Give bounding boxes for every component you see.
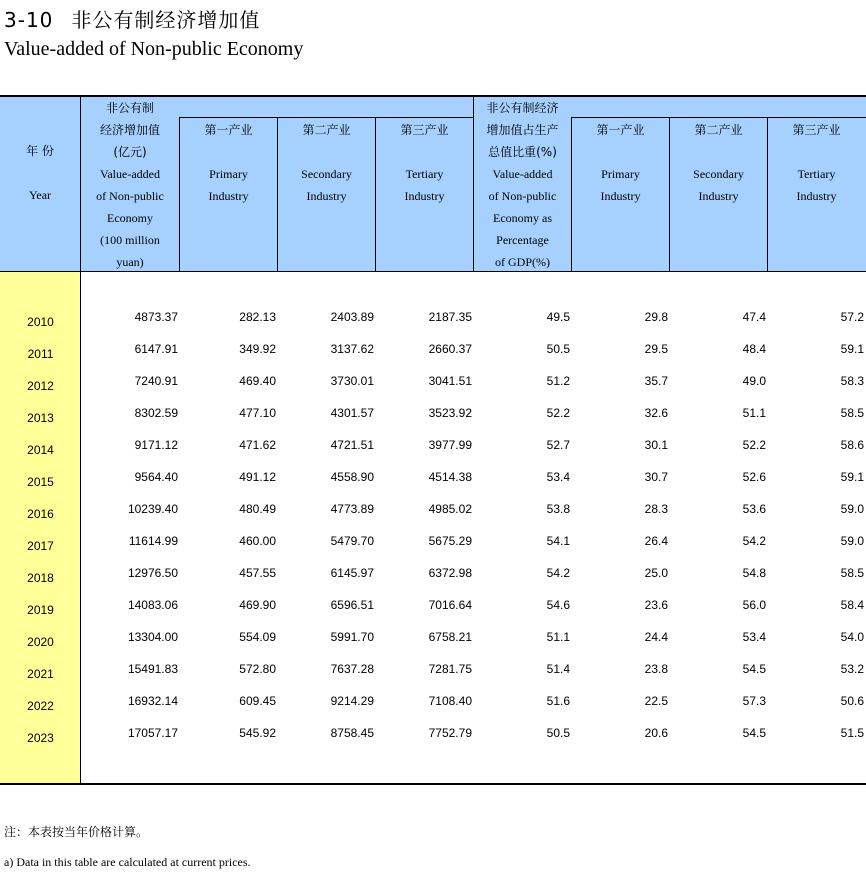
page-title-en: Value-added of Non-public Economy <box>4 38 304 60</box>
value-cell: 460.00 <box>239 534 276 548</box>
value-cell: 23.8 <box>644 662 668 676</box>
value-cell: 4985.02 <box>428 502 472 516</box>
value-cell: 3977.99 <box>428 438 472 452</box>
value-cell: 349.92 <box>239 342 276 356</box>
year-cell: 2013 <box>27 411 54 425</box>
value-cell: 2403.89 <box>330 310 374 324</box>
value-cell: 54.5 <box>742 662 766 676</box>
header-subrule <box>571 117 866 118</box>
value-cell: 25.0 <box>644 566 668 580</box>
value-cell: 4558.90 <box>330 470 374 484</box>
value-cell: 58.4 <box>840 598 864 612</box>
value-cell: 4514.38 <box>428 470 472 484</box>
header-tertiary-1: 第三产业 Tertiary Industry <box>400 123 449 203</box>
value-cell: 51.6 <box>546 694 570 708</box>
value-cell: 3137.62 <box>330 342 374 356</box>
value-cell: 9564.40 <box>134 470 178 484</box>
value-cell: 8302.59 <box>134 406 178 420</box>
value-cell: 469.40 <box>239 374 276 388</box>
value-cell: 59.1 <box>840 470 864 484</box>
table-row <box>0 434 866 466</box>
value-cell: 15491.83 <box>127 662 178 676</box>
value-cell: 51.1 <box>742 406 766 420</box>
value-cell: 57.2 <box>840 310 864 324</box>
table-row <box>0 498 866 530</box>
value-cell: 26.4 <box>644 534 668 548</box>
value-cell: 457.55 <box>239 566 276 580</box>
value-cell: 7108.40 <box>428 694 472 708</box>
value-cell: 48.4 <box>742 342 766 356</box>
value-cell: 4773.89 <box>330 502 374 516</box>
year-cell: 2020 <box>27 635 54 649</box>
value-cell: 51.4 <box>546 662 570 676</box>
value-cell: 11614.99 <box>128 534 178 548</box>
page-title-cn: 3-10 非公有制经济增加值 <box>4 8 261 32</box>
value-cell: 5675.29 <box>428 534 472 548</box>
year-cell: 2011 <box>27 347 54 361</box>
value-cell: 54.6 <box>546 598 570 612</box>
value-cell: 51.1 <box>546 630 570 644</box>
year-cell: 2015 <box>27 475 54 489</box>
value-cell: 53.8 <box>546 502 570 516</box>
value-cell: 52.2 <box>546 406 570 420</box>
value-cell: 54.8 <box>742 566 766 580</box>
table-bottom-rule <box>0 783 866 785</box>
value-cell: 9214.29 <box>330 694 374 708</box>
value-cell: 53.4 <box>742 630 766 644</box>
header-tertiary-2: 第三产业 Tertiary Industry <box>792 123 841 203</box>
table-row <box>0 338 866 370</box>
value-cell: 22.5 <box>644 694 668 708</box>
value-cell: 59.0 <box>840 502 864 516</box>
header-primary-1: 第一产业 Primary Industry <box>204 123 253 203</box>
value-cell: 47.4 <box>742 310 766 324</box>
value-cell: 52.6 <box>742 470 766 484</box>
table-row <box>0 370 866 402</box>
value-cell: 54.5 <box>742 726 766 740</box>
value-cell: 58.5 <box>840 406 864 420</box>
value-cell: 572.80 <box>239 662 276 676</box>
year-cell: 2014 <box>27 443 54 457</box>
value-cell: 16932.14 <box>127 694 178 708</box>
value-cell: 50.5 <box>546 342 570 356</box>
value-cell: 2660.37 <box>428 342 472 356</box>
year-cell: 2018 <box>27 571 54 585</box>
value-cell: 7281.75 <box>428 662 472 676</box>
table-row <box>0 562 866 594</box>
table-row <box>0 594 866 626</box>
value-cell: 6758.21 <box>428 630 472 644</box>
value-cell: 51.5 <box>840 726 864 740</box>
value-cell: 58.6 <box>840 438 864 452</box>
value-cell: 51.2 <box>546 374 570 388</box>
value-cell: 554.09 <box>239 630 276 644</box>
value-cell: 469.90 <box>239 598 276 612</box>
value-cell: 480.49 <box>239 502 276 516</box>
value-cell: 29.8 <box>644 310 668 324</box>
value-cell: 50.5 <box>546 726 570 740</box>
value-cell: 545.92 <box>239 726 276 740</box>
header-value-added: 非公有制 经济增加值 (亿元) Value-added of Non-public Economy (100 million yuan) <box>96 101 164 269</box>
value-cell: 53.4 <box>546 470 570 484</box>
value-cell: 54.1 <box>546 534 570 548</box>
value-cell: 6147.91 <box>134 342 178 356</box>
value-cell: 491.12 <box>239 470 276 484</box>
value-cell: 52.7 <box>546 438 570 452</box>
value-cell: 49.5 <box>546 310 570 324</box>
value-cell: 59.1 <box>840 342 864 356</box>
value-cell: 29.5 <box>644 342 668 356</box>
table-row <box>0 530 866 562</box>
year-cell: 2017 <box>27 539 54 553</box>
value-cell: 3523.92 <box>428 406 472 420</box>
header-subrule <box>179 117 473 118</box>
value-cell: 54.2 <box>546 566 570 580</box>
value-cell: 3730.01 <box>330 374 374 388</box>
value-cell: 53.2 <box>840 662 864 676</box>
value-cell: 30.7 <box>644 470 668 484</box>
value-cell: 49.0 <box>742 374 766 388</box>
value-cell: 9171.12 <box>134 438 178 452</box>
value-cell: 53.6 <box>742 502 766 516</box>
year-cell: 2019 <box>27 603 54 617</box>
value-cell: 50.6 <box>840 694 864 708</box>
value-cell: 7016.64 <box>428 598 472 612</box>
value-cell: 28.3 <box>644 502 668 516</box>
header-secondary-1: 第二产业 Secondary Industry <box>301 123 352 203</box>
value-cell: 10239.40 <box>127 502 178 516</box>
value-cell: 17057.17 <box>127 726 178 740</box>
value-cell: 30.1 <box>644 438 668 452</box>
value-cell: 23.6 <box>644 598 668 612</box>
value-cell: 58.3 <box>840 374 864 388</box>
table-row <box>0 658 866 690</box>
year-cell: 2021 <box>27 667 54 681</box>
value-cell: 24.4 <box>644 630 668 644</box>
table-row <box>0 306 866 338</box>
value-cell: 4301.57 <box>330 406 374 420</box>
value-cell: 6372.98 <box>428 566 472 580</box>
table-row <box>0 722 866 754</box>
value-cell: 20.6 <box>644 726 668 740</box>
value-cell: 4721.51 <box>330 438 374 452</box>
value-cell: 52.2 <box>742 438 766 452</box>
value-cell: 8758.45 <box>330 726 374 740</box>
table-row <box>0 402 866 434</box>
header-percentage: 非公有制经济 增加值占生产 总值比重(%) Value-added of Non-public Economy as Percentage of GDP(%) <box>486 101 559 269</box>
value-cell: 7240.91 <box>134 374 178 388</box>
value-cell: 13304.00 <box>127 630 178 644</box>
table-row <box>0 690 866 722</box>
value-cell: 6145.97 <box>330 566 374 580</box>
value-cell: 5991.70 <box>330 630 374 644</box>
value-cell: 32.6 <box>644 406 668 420</box>
value-cell: 282.13 <box>239 310 276 324</box>
value-cell: 6596.51 <box>330 598 374 612</box>
value-cell: 5479.70 <box>330 534 374 548</box>
value-cell: 477.10 <box>239 406 276 420</box>
value-cell: 14083.06 <box>127 598 178 612</box>
note-en: a) Data in this table are calculated at current prices. <box>4 855 251 869</box>
value-cell: 54.0 <box>840 630 864 644</box>
value-cell: 56.0 <box>742 598 766 612</box>
value-cell: 609.45 <box>239 694 276 708</box>
year-cell: 2012 <box>27 379 54 393</box>
year-cell: 2010 <box>27 315 54 329</box>
value-cell: 7752.79 <box>428 726 472 740</box>
value-cell: 7637.28 <box>330 662 374 676</box>
value-cell: 3041.51 <box>428 374 472 388</box>
value-cell: 471.62 <box>239 438 276 452</box>
year-cell: 2016 <box>27 507 54 521</box>
table-row <box>0 626 866 658</box>
value-cell: 2187.35 <box>428 310 472 324</box>
table-row <box>0 466 866 498</box>
year-cell: 2023 <box>27 731 54 745</box>
value-cell: 57.3 <box>742 694 766 708</box>
year-cell: 2022 <box>27 699 54 713</box>
value-cell: 12976.50 <box>127 566 178 580</box>
value-cell: 35.7 <box>644 374 668 388</box>
value-cell: 59.0 <box>840 534 864 548</box>
header-primary-2: 第一产业 Primary Industry <box>596 123 645 203</box>
note-cn: 注：本表按当年价格计算。 <box>4 825 149 839</box>
header-year: 年 份 Year <box>26 144 54 202</box>
value-cell: 4873.37 <box>134 310 178 324</box>
value-cell: 58.5 <box>840 566 864 580</box>
header-secondary-2: 第二产业 Secondary Industry <box>693 123 744 203</box>
value-cell: 54.2 <box>742 534 766 548</box>
